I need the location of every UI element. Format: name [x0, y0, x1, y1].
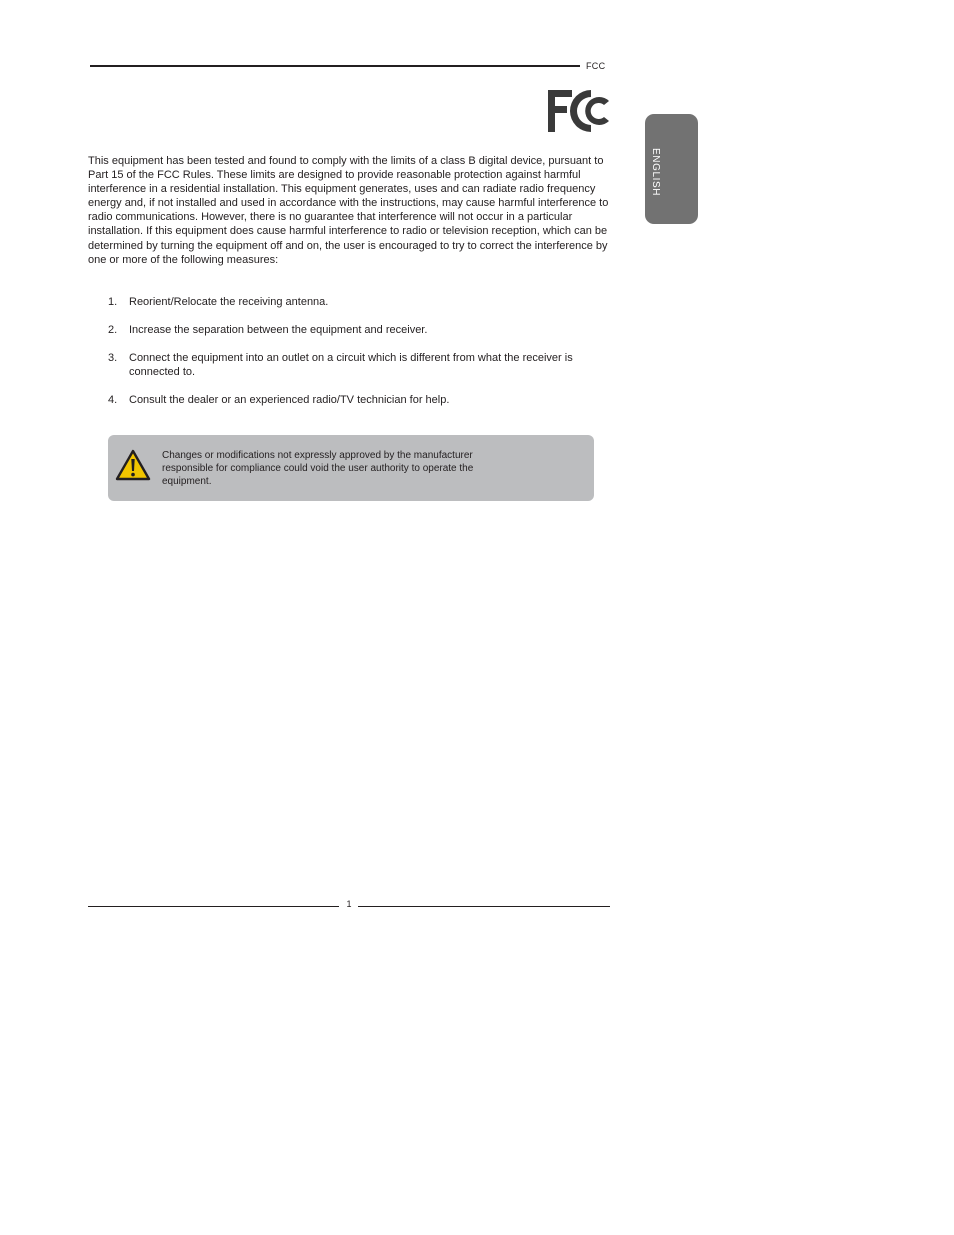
page-number: 1 [346, 899, 352, 909]
list-item-text: Connect the equipment into an outlet on a circuit which is different from what the receiver is connected to. [129, 352, 573, 379]
list-item-text: Reorient/Relocate the receiving antenna. [129, 296, 329, 308]
language-tab-label: ENGLISH [650, 148, 661, 197]
list-item-number: 4. [108, 394, 118, 407]
header-rule [90, 65, 580, 67]
warning-box [108, 435, 594, 501]
list-item-text: Consult the dealer or an experienced radio/TV technician for help. [129, 394, 450, 407]
measures-list [88, 295, 618, 421]
list-item-number: 3. [108, 352, 118, 365]
list-item-number: 1. [108, 296, 118, 308]
list-item [88, 295, 618, 309]
warning-triangle-icon [115, 449, 151, 481]
fcc-logo-icon [545, 86, 611, 135]
warning-text: Changes or modifications not expressly approved by the manufacturer responsible for compliance could void the user authority to operate the equipment. [162, 450, 474, 487]
language-tab [645, 114, 698, 224]
list-item [88, 323, 618, 337]
list-item [88, 351, 618, 379]
footer-rule-left [88, 906, 339, 907]
list-item [88, 393, 618, 407]
section-label: FCC [586, 61, 606, 71]
list-item-text: Increase the separation between the equipment and receiver. [129, 324, 428, 337]
list-item-number: 2. [108, 324, 118, 337]
fcc-compliance-paragraph: This equipment has been tested and found to comply with the limits of a class B digital device, pursuant to Part 15 of the FCC Rules. These limits are designed to provide reasonable protection against harmful interference in a residential installation. This equipment generates, uses and can radiate radio frequency energy and, if not installed and used in accordance with the instructions, may cause harmful interference to radio communications. However, there is no guarantee that interference will not occur in a particular installation. If this equipment does cause harmful interference to radio or television reception, which can be determined by turning the equipment off and on, the user is encouraged to try to correct the interference by one or more of the following measures: [88, 155, 609, 266]
footer-rule-right [358, 906, 610, 907]
